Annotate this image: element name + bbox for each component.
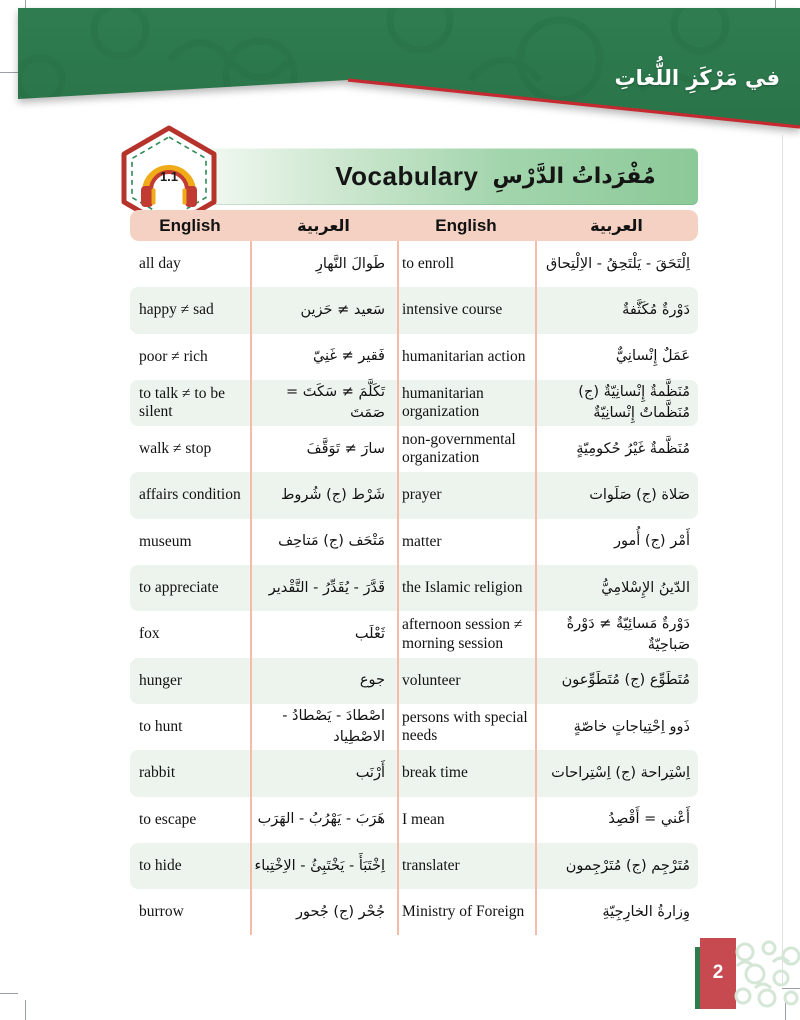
english-term: to appreciate bbox=[139, 579, 219, 597]
arabic-term: اِلْتَحَقَ - يَلْتَحِقُ - الاِلْتِحاق bbox=[546, 255, 690, 272]
english-term: break time bbox=[402, 764, 468, 782]
table-row bbox=[130, 658, 698, 704]
table-row bbox=[130, 797, 698, 843]
english-term: happy ≠ sad bbox=[139, 301, 214, 319]
table-row bbox=[130, 380, 698, 426]
column-header-arabic: العربية bbox=[590, 216, 643, 235]
english-term: humanitarian organization bbox=[402, 384, 484, 421]
english-term: hunger bbox=[139, 671, 183, 689]
table-row bbox=[130, 750, 698, 796]
lesson-title-banner bbox=[175, 148, 698, 205]
arabic-term: مُنَظَّمةٌ غَيْرُ حُكومِيّةٍ bbox=[576, 440, 690, 457]
english-term: to talk ≠ to be silent bbox=[139, 384, 225, 421]
arabic-term: سارَ ≠ تَوَقَّفَ bbox=[306, 440, 385, 457]
arabic-term: جُحْر (ج) جُحور bbox=[295, 903, 385, 920]
english-term: intensive course bbox=[402, 301, 503, 319]
table-row bbox=[130, 565, 698, 611]
arabic-term: سَعيد ≠ حَزين bbox=[300, 301, 385, 318]
english-term: to enroll bbox=[402, 255, 455, 272]
arabic-term: دَوْرةٌ مَسائِيّةٌ ≠ دَوْرةٌ صَباحِيّةٌ bbox=[566, 615, 690, 653]
table-row bbox=[130, 472, 698, 518]
arabic-term: هَرَبَ - يَهْرُبُ - الهَرَب bbox=[257, 811, 385, 828]
column-divider bbox=[397, 241, 399, 935]
page-edge-line bbox=[782, 135, 783, 985]
arabic-term: أَعْني = أَقْصِدُ bbox=[608, 811, 690, 828]
table-row bbox=[130, 426, 698, 472]
table-row bbox=[130, 287, 698, 333]
table-row bbox=[130, 704, 698, 750]
arabic-term: أَمْر (ج) أُمور bbox=[614, 533, 690, 550]
arabic-term: جوع bbox=[359, 672, 385, 689]
column-header-arabic: العربية bbox=[297, 216, 350, 235]
english-term: walk ≠ stop bbox=[139, 440, 212, 458]
english-term: persons with special needs bbox=[402, 708, 528, 745]
arabic-term: اصْطادَ - يَصْطادُ - الاصْطِياد bbox=[282, 708, 385, 746]
arabic-term: اِسْتِراحة (ج) اِسْتِراحات bbox=[551, 764, 690, 781]
table-row bbox=[130, 889, 698, 935]
english-term: translater bbox=[402, 856, 460, 874]
audio-track-number: 1.1 bbox=[159, 169, 179, 184]
table-row bbox=[130, 241, 698, 287]
arabic-term: مُتَرْجِم (ج) مُتَرْجِمون bbox=[565, 857, 690, 874]
english-term: all day bbox=[139, 255, 181, 272]
table-header-row bbox=[130, 210, 698, 241]
arabic-term: شَرْط (ج) شُروط bbox=[280, 487, 385, 504]
arabic-term: فَقير ≠ غَنِيّ bbox=[312, 348, 385, 365]
english-term: to hide bbox=[139, 856, 182, 874]
english-term: Ministry of Foreign bbox=[402, 903, 525, 921]
arabic-term: تَكَلَّمَ ≠ سَكَتَ = صَمَتَ bbox=[285, 384, 385, 422]
english-term: volunteer bbox=[402, 671, 461, 689]
english-term: I mean bbox=[402, 810, 445, 828]
vocabulary-title-ar: مُفْرَداتُ الدَّرْسِ bbox=[492, 164, 656, 189]
arabic-term: الدّينُ الإِسْلامِيُّ bbox=[601, 579, 690, 596]
english-term: rabbit bbox=[139, 764, 176, 782]
english-term: non-governmental organization bbox=[402, 431, 516, 467]
arabic-term: وِزارةُ الخارِجِيّةِ bbox=[602, 903, 690, 920]
arabic-term: اِخْتَبَأَ - يَخْتَبِئُ - الاِخْتِباء bbox=[254, 857, 385, 874]
arabic-term: عَمَلٌ إِنْسانِيٌّ bbox=[615, 348, 690, 365]
column-header-english: English bbox=[435, 215, 497, 235]
arabic-term: صَلاة (ج) صَلَوات bbox=[589, 487, 690, 504]
english-term: affairs condition bbox=[139, 486, 241, 504]
english-term: prayer bbox=[402, 486, 442, 504]
arabic-term: قَدَّرَ - يُقَدِّرُ - التَّقْدير bbox=[268, 579, 385, 596]
english-term: fox bbox=[139, 625, 160, 643]
arabic-term: أَرْنَب bbox=[355, 764, 385, 781]
page-number: 2 bbox=[700, 938, 736, 1009]
english-term: the Islamic religion bbox=[402, 579, 523, 597]
arabic-term: مُنَظَّمةٌ إِنْسانِيّةٌ (ج) مُنَظَّماتٌ إِنْسانِيّةٌ bbox=[578, 384, 690, 422]
english-term: to escape bbox=[139, 810, 197, 828]
vocabulary-title-en: Vocabulary bbox=[335, 161, 479, 191]
english-term: burrow bbox=[139, 903, 184, 921]
column-divider bbox=[535, 241, 537, 935]
arabic-term: مَتْحَف (ج) مَتاحِف bbox=[278, 533, 385, 550]
arabic-term: دَوْرةٌ مُكَثَّفةٌ bbox=[622, 301, 690, 318]
english-term: to hunt bbox=[139, 717, 183, 735]
vocabulary-table bbox=[130, 241, 698, 935]
crop-mark bbox=[25, 1000, 26, 1020]
table-row bbox=[130, 611, 698, 657]
corner-pattern bbox=[733, 940, 800, 1008]
english-term: museum bbox=[139, 532, 192, 550]
arabic-term: ثَعْلَب bbox=[354, 626, 385, 643]
arabic-term: طَوالَ النَّهارِ bbox=[315, 255, 385, 272]
table-row bbox=[130, 519, 698, 565]
column-divider bbox=[250, 241, 252, 935]
arabic-term: مُتَطَوِّع (ج) مُتَطَوِّعون bbox=[561, 672, 690, 689]
table-row bbox=[130, 334, 698, 380]
table-row bbox=[130, 843, 698, 889]
column-header-english: English bbox=[159, 215, 221, 235]
crop-mark bbox=[0, 993, 18, 994]
english-term: poor ≠ rich bbox=[139, 347, 208, 365]
header-band-title: في مَرْكَزِ اللُّغاتِ bbox=[614, 66, 780, 90]
english-term: afternoon session ≠ morning session bbox=[402, 616, 523, 652]
arabic-term: ذَوو اِحْتِياجاتٍ خاصّةٍ bbox=[573, 718, 690, 735]
english-term: humanitarian action bbox=[402, 347, 526, 365]
english-term: matter bbox=[402, 532, 442, 550]
